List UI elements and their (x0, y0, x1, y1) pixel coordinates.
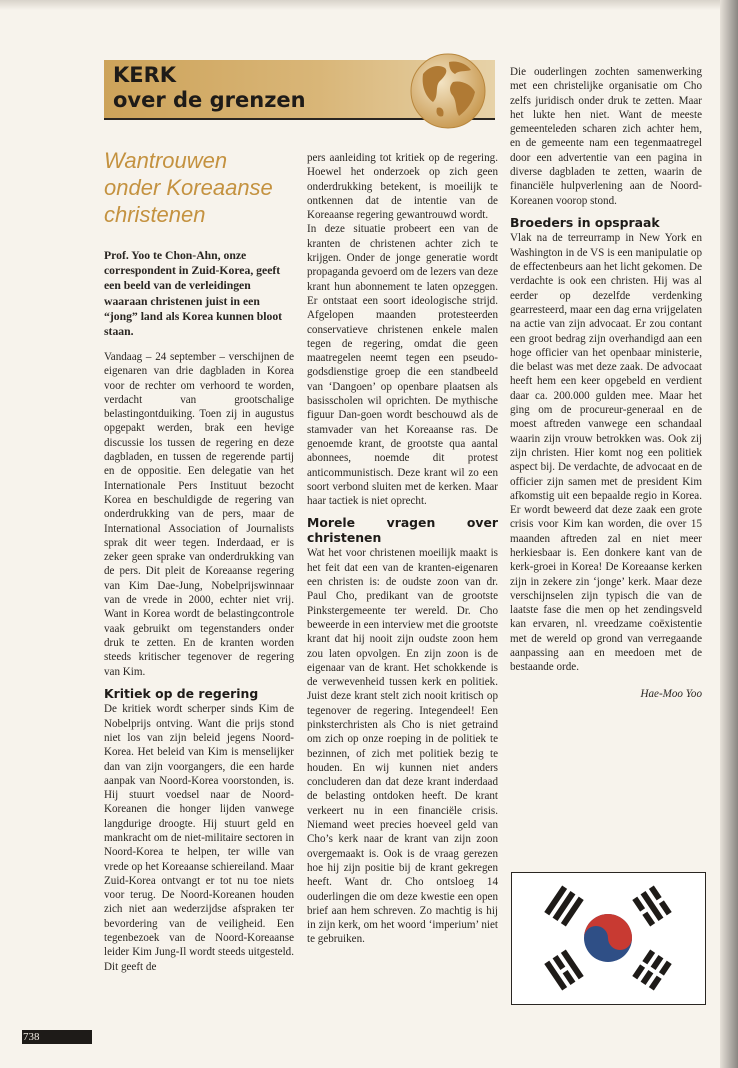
paragraph: De kritiek wordt scherper sinds Kim de Nobelprijs ontving. Want die prijs stond niet los van zijn beleid jegens Noord-Korea. Het beleid van Kim is menselijker dan van zijn voorgangers, die een harde aanpak van Noord-Korea voorstonden, is. Hij stuurt voedsel naar de Noord-Koreanen die honger lijden vanwege langdurige droogte. Hij stuurt geld en mankracht om de niet-militaire sectoren in Noord-Korea te helpen, ter wille van vrede op het Koreaanse schiereiland. Maar Zuid-Korea ontvangt er tot nu toe niets voor terug. De Noord-Koreanen houden zich niet aan wederzijdse afspraken ter bevordering van de veiligheid. Een tegenbezoek van de Noord-Koreaanse leider Kim Jung-Il wordt steeds uitgesteld. Dit geeft de (104, 703, 294, 973)
headline-line2: onder Koreaanse (104, 175, 273, 200)
text-column-1 (104, 350, 294, 974)
headline-line3: christenen (104, 202, 206, 227)
subheading: Morele vragen over christenen (307, 515, 498, 545)
page-number-bar (22, 1030, 92, 1044)
globe-icon (409, 52, 487, 130)
page-binding-edge (720, 0, 738, 1068)
section-title-line1: KERK (113, 63, 177, 87)
trigram-ri (544, 949, 583, 990)
page-number: 738 (23, 1031, 40, 1043)
section-title (113, 63, 306, 113)
text-column-3 (510, 65, 702, 701)
paragraph: Wat het voor christenen moeilijk maakt is het feit dat een van de kranten-eigenaren een christen is: de oudste zoon van dr. Paul Cho, predikant van de grootste Pinkstergemeente ter wereld. Dr. Cho beweerde in een interview met die grootste krant dat hij nooit zijn oudste zoon hem zou laten opvolgen. En zijn zoon is de eigenaar van de krant. Het schokkende is de verwevenheid tussen kerk en politiek. Juist deze krant stelt zich nooit kritisch op tegenover de regering. Integendeel! Een pinksterchristen als Cho is niet getraind om zich op onze roeping in de politiek te bezinnen, of zich met politiek bezig te houden. En wij kunnen niet anders concluderen dan dat deze krant inderdaad de belasting ontdoken heeft. De krant verkeert nu in een financiële crisis. Niemand weet precies hoeveel geld van Cho’s kerk naar de krant van zijn zoon overgemaakt is. Ook is de vraag gerezen hoe hij zijn positie bij de krant gekregen heeft. Want dr. Cho ontsloeg 14 ouderlingen die om deze kwestie een open brief aan hem schreven. Zo machtig is hij in zijn kerk, om het woord ‘imperium’ niet te gebruiken. (307, 547, 498, 946)
author-signature: Hae-Moo Yoo (640, 687, 702, 700)
trigram-gon (632, 949, 671, 990)
subheading: Broeders in opspraak (510, 214, 660, 230)
korean-flag-image (511, 872, 706, 1005)
text-column-2 (307, 151, 498, 947)
subheading: Kritiek op de regering (104, 685, 259, 701)
headline-line1: Wantrouwen (104, 148, 228, 173)
page-top-shadow (0, 0, 738, 10)
trigram-gam (632, 885, 671, 926)
trigram-geon (544, 885, 583, 926)
taegeukgi-icon (512, 873, 704, 1003)
paragraph: In deze situatie probeert een van de kranten de christenen achter zich te krijgen. Onder de jonge generatie wordt propaganda gevoerd om de lezers van deze krant hun abonnement te laten opzeggen. Er ontstaat een soort ideologische strijd. Afgelopen maanden protesteerden conservatieve christenen enkele malen tegen de regering, omdat die geen maatregelen neemt tegen een pseudo-godsdienstige groep die een standbeeld van ‘Dangoen’ op openbare plaatsen als basisscholen wil oprichten. De mythische figuur Dan-goen wordt beschouwd als de stamvader van het Koreaanse ras. De genoemde krant, de grootste qua aantal abonnees, noemde dit protest anticommunistisch. Deze krant wil zo een soort verbond sluiten met de kerken. Maar haar tactiek is niet oprecht. (307, 223, 498, 508)
article-headline (104, 147, 284, 228)
paragraph: Die ouderlingen zochten samenwerking met een christelijke organisatie om Cho zelfs juridisch onder druk te zetten. Maar het lukte hen niet. Want de meeste gemeenteleden scharen zich achter hem, en de gemeente nam een tegenmaatregel door een advertentie van een pagina in diverse dagbladen te zetten, waarin de financiële hulpverlening aan de Noord-Koreanen voorop stond. (510, 66, 702, 207)
paragraph: Vlak na de terreurramp in New York en Washington in de VS is een manipulatie op de effectenbeurs aan het licht gekomen. De verdachte is ook een christen. Hij was al eerder op dezelfde verdenking gearresteerd, maar een dag erna vrijgelaten na actie van zijn advocaat. Er zou contant een groot bedrag zijn overhandigd aan een hoge officier van het openbaar ministerie, die belast was met deze zaak. De advocaat heeft hem een keer opgebeld en verdient daar ca. 200.000 gulden mee. Maar het ging om de procureur-generaal en de moest aftreden vanwege een schandaal waarin zijn vrouw betrokken was. Ook zij zijn christen. Hier komt nog een politiek aspect bij. De verdachte, de advocaat en de officier zijn samen met de president Kim afkomstig uit een bepaalde regio in Korea. Er wordt beweerd dat deze zaak een grote crisis voor Kim kan worden, die over 15 maanden aftreden zal en niet meer herkiesbaar is. Een donkere kant van de kerk-groei in Korea! De Koreaanse kerken zijn in zekere zin ‘jonge’ kerk. Maar deze verschijnselen zijn typisch die van de laatste fase die men op het zendingsveld kan ervaren, nl. vreedzame coëxistentie met de wereld op grond van verregaande aanpassing aan en meedoen met de bestaande orde. (510, 232, 702, 674)
paragraph: Vandaag – 24 september – verschijnen de eigenaren van drie dagbladen in Korea voor de rechter om verhoord te worden, verdacht van grootschalige belastingontduiking. Toen zij in augustus opgepakt werden, brak een hevige discussie los tussen de regering en deze dagbladen, en tussen de regerende partij en de oppositie. Een delegatie van het Internationale Pers Instituut bezocht Korea en beschuldigde de regering van onderdrukking van de pers, maar de International Association of Journalists sprak dit weer tegen. Inderdaad, er is zeker geen sprake van onderdrukking van de pers. Dit pleit de Koreaanse regering van Kim Dae-Jung, Nobelprijswinnaar van de vrede in 2000, echter niet vrij. Want in Korea wordt de belastingcontrole vaak gebruikt om tegenstanders onder druk te zetten. En de kranten worden steeds kritischer tegenover de regering van Kim. (104, 351, 294, 678)
article-intro: Prof. Yoo te Chon-Ahn, onze correspondent in Zuid-Korea, geeft een beeld van de verleidingen waaraan christenen juist in een “jong” land als Korea kunnen bloot staan. (104, 249, 283, 339)
paragraph: pers aanleiding tot kritiek op de regering. Hoewel het onderzoek op zich geen onderdrukking betekent, is moeilijk te ontkennen dat de intentie van de Koreaanse regering gewantrouwd wordt. (307, 152, 498, 222)
section-title-line2: over de grenzen (113, 88, 306, 112)
